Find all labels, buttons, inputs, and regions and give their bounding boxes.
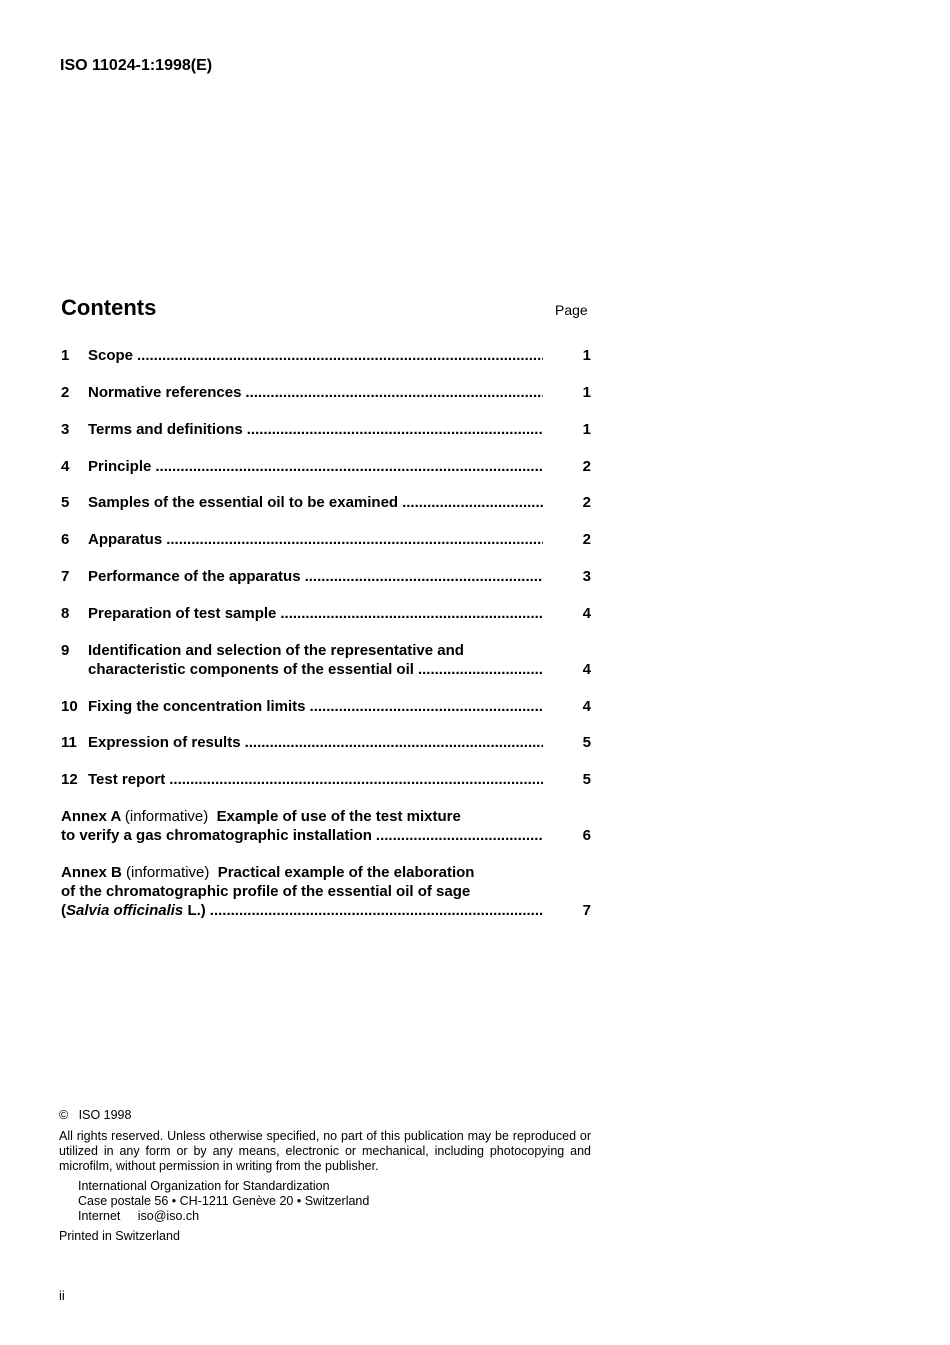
toc-entry-title: Apparatus [88,531,163,548]
toc-entry-title: Scope [88,347,134,364]
toc-entry-number: 12 [61,771,78,788]
toc-entry-page: 6 [582,827,591,844]
toc-entry-page: 2 [582,458,591,475]
toc-entry-number: 1 [61,347,70,364]
leader-dots [305,567,543,586]
toc-entry-number: 10 [61,698,78,715]
toc-entry-number: 11 [61,734,77,751]
toc-entry-number: 4 [61,458,70,475]
toc-entry-title: Expression of results [88,734,241,751]
leader-dots [247,420,543,439]
toc-entry-number: 3 [61,421,70,438]
toc-entry-title: Test report [88,771,166,788]
copyright-line [59,1108,131,1123]
toc-entry-page: 4 [582,698,591,715]
toc-entry-page: 7 [582,902,591,919]
leader-dots [169,770,543,789]
toc-entry-page: 4 [582,605,591,622]
toc-entry-number: 7 [61,568,70,585]
toc-entry-title: Samples of the essential oil to be examined [88,494,399,511]
annex-label: Annex A [61,808,121,825]
leader-dots [210,901,543,920]
toc-entry-page: 5 [582,771,591,788]
contents-title: Contents [61,295,157,320]
toc-entry-page: 1 [582,421,591,438]
toc-entry-title: Normative references [88,384,242,401]
leader-dots [155,457,543,476]
toc-entry-number: 8 [61,605,70,622]
leader-dots [166,530,543,549]
leader-dots [418,660,543,679]
toc-entry-number: 6 [61,531,70,548]
toc-entry-page: 4 [582,661,591,678]
leader-dots [137,346,543,365]
leader-dots [402,493,543,512]
page-column-label: Page [555,302,588,318]
internet-email[interactable]: iso@iso.ch [137,1209,200,1223]
toc-entry-number: 9 [61,642,70,659]
annex-type: (informative) [124,808,209,825]
document-id: ISO 11024-1:1998(E) [60,57,213,74]
organization-name: International Organization for Standardization [78,1179,330,1193]
toc-entry-title: Terms and definitions [88,421,243,438]
toc-entry-title: Performance of the apparatus [88,568,301,585]
annex-title-line1: Practical example of the elaboration [217,864,475,881]
annex-title-line2: to verify a gas chromatographic installation [61,827,372,844]
internet-label: Internet [78,1209,121,1223]
toc-entry-number: 5 [61,494,70,511]
toc-entry-number: 2 [61,384,70,401]
annex-title-line1: Example of use of the test mixture [216,808,461,825]
toc-entry-title: Preparation of test sample [88,605,277,622]
leader-dots [310,697,543,716]
rights-statement: All rights reserved. Unless otherwise specified, no part of this publication may be reproduced or utilized in any form or by any means, electronic or mechanical, including photocopying and microfilm, without permission in writing from the publisher. [59,1129,591,1173]
paren-open: ( [61,902,66,919]
copyright-symbol: © [59,1108,69,1122]
toc-entry-page: 1 [582,384,591,401]
toc-entry-title-line2: characteristic components of the essential oil [88,661,414,678]
annex-type: (informative) [126,864,210,881]
leader-dots [245,733,543,752]
toc-entry-page: 3 [582,568,591,585]
species-name: Salvia officinalis [66,902,184,919]
annex-title-line2: of the chromatographic profile of the essential oil of sage [61,883,471,900]
page-number: ii [59,1288,65,1303]
leader-dots [280,604,543,623]
printed-in: Printed in Switzerland [59,1229,180,1243]
toc-entry-title: Fixing the concentration limits [88,698,306,715]
organization-block [78,1179,369,1224]
toc-entry-page: 2 [582,494,591,511]
annex-label: Annex B [61,864,122,881]
toc-entry-title: Principle [88,458,152,475]
toc-entry-page: 1 [582,347,591,364]
leader-dots [245,383,543,402]
toc-entry-page: 5 [582,734,591,751]
toc-entry-page: 2 [582,531,591,548]
toc-entry-title-line1: Identification and selection of the representative and [88,642,464,659]
organization-address: Case postale 56 • CH-1211 Genève 20 • Switzerland [78,1194,370,1208]
annex-title-line3-rest: L.) [183,902,206,919]
copyright-text: ISO 1998 [78,1108,132,1122]
leader-dots [376,826,543,845]
